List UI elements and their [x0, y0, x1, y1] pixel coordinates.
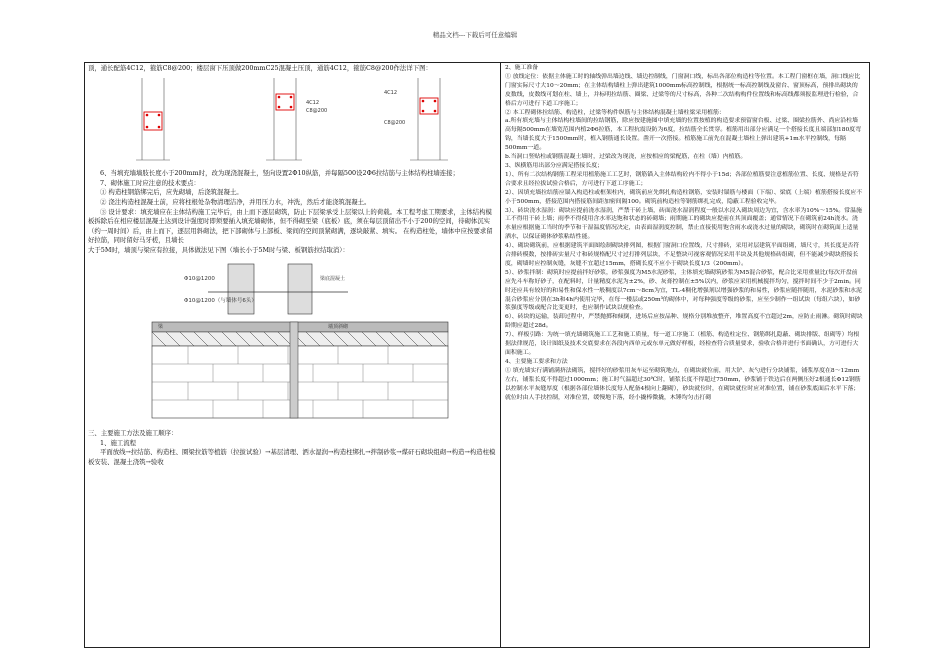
item-7-2: ② 浇注构造柱混凝土前，应将柱根处杂物清理洁净，并用压力水，冲洗，然后才能浇筑混凝土。 [100, 197, 371, 206]
slant-label: 墙顶斜砌 [328, 323, 349, 330]
wall-tie-figure [88, 256, 496, 426]
item-7: 7、砌体施工时应注意的技术要点： [100, 178, 200, 187]
prep-item-b: b.当洞口竖贴柱或钢筋混凝土墙时，过梁改为现浇，应按相应的梁配筋，在柱（墙）内植筋。 [505, 154, 747, 161]
method-item-1: ① 填充墙实行满铺满挤法砌筑，搅拌好的砂浆用灰车运至砌筑地点，在砌块就位前，用大铲、灰勺进行分块铺浆，铺浆厚度在8～12mm左右，铺浆长度不得超过1000mm；施工时气温超过30℃时，铺浆长度不得超过750mm，砂浆铺于铁边后在两侧压好2根通长Φ12钢筋以控制水平灰缝厚度（根据各部位墙体长度每人配备4根向上翻砌），砂块就位时，在砌块就位时应对准位置，铺在砂浆底面后水平下落；就位时由人手扶控制，对准位置，缓慢地下落，经小撬棒微撬，木锤均匀击打砌 [505, 367, 861, 401]
prep-item-a: a.所有填充墙与主体结构柱墙间的拉结钢筋，除应按建施图中填充墙的位置按植的构造要求预留窗台板、过梁、圈梁拉筋外、尚应沿柱墙高每隔500mm在墙宽范围内植2Φ6拉筋，本工程抗震设防为6度，拉结筋全长贯穿。植筋用出部分应满足一个搭接长度且端部加180度弯钩，当墙长度大于1500mm时，植入钢筋通长设置。凿开一次搭接。植筋施工前先在混凝土墙柱上弹出建筑+1m水平控制线，每隔500mm一道。 [505, 118, 862, 152]
section-label-d: C8@200 [384, 119, 406, 126]
section-3-title: 三、主要施工方法及施工顺序： [88, 429, 178, 438]
section-label-c: 4C12 [384, 89, 398, 96]
step-5: 5）、砂浆拌制：砌筑时应提前拌好砂浆，砂浆强度为M5水泥砂浆，主体填充墙砌筑砂浆为M5混合砂浆，配合比采用重量比(每次开盘前应先斗车称好砂子，在配料时，计量精度水泥为±2%，砂、灰膏控制在±5%以内，砂浆应采用机械搅拌均匀，搅拌时间不少于2min。同时还应具有较好的和易性和保水性一般稠度以7cm～8cm为宜，TL-4稠化增强剂以增强砂浆的和易性，砂浆应随拌随用，水泥砂浆和水泥混合砂浆应分别在3h和4h内使用完毕，在每一楼层或250m³的砌体中，对每种强度等级的砂浆，应至少制作一组试块（每组六块），如砂浆强度等级或配合比变更时，也应制作试块以便检查。 [505, 269, 862, 312]
section-3-flow: 平面放线→拉结筋、构造柱、圈梁拉筋等植筋（拉拔试验）→基层清理、洒水湿润→构造柱绑扎→拌制砂浆→煤矸石砌块组砌→构造→构造柱模板安装、混凝土浇筑→验收 [88, 448, 496, 466]
page-header: 精品文档---下载后可任意编辑 [432, 31, 518, 39]
step-3: 3）、砖块浇水湿润：砌块应提前浇水湿润，严禁干砖上墙，砖面浇水湿润程度一般以水浸入砌块周边为宜，含水率为10%～15%。常温施工不得用干砖上墙；雨季不得使用含水率达饱和状态的砖砌墙；雨期施工的砌块应提前在其顶面覆盖；通常情况下在砌筑前24h浇水。浇水量应根据施工当时的季节和干湿温度情况决定，由表面湿润度控制，禁止直接使用饱含雨水或浇水过量的砌块，砌筑时在砌筑面上适量洒水，以保证砌体砂浆粘结性能。 [505, 207, 862, 241]
step-1: 1）、所有二次结构钢筋工程采用植筋施工工艺时，钢筋锚入主体结构砼内不得小于15d；各部位植筋要注意植筋位置、长度、规格是否符合要求且经拉拔试验合格后，方可进行下道工序施工； [505, 171, 859, 187]
wall-elevation [152, 322, 448, 418]
section-4-title: 4、主要施工要求和方法 [505, 358, 568, 365]
tie-label-1: Φ10@1200 [184, 275, 215, 282]
intro-paragraph: 顶，通长配筋4C12，箍筋C8@200；楼层窗下压顶做200mmC25混凝土压顶，通筋4C12，箍筋C8@200作法详下图： [88, 64, 432, 72]
step-2: 2）、因填充墙拉结筋应锚入构造柱或框架柱内，砌筑前应先绑扎构造柱钢筋，安装时锚筋与楼面（下端）、梁底（上端）植筋搭接长度应不小于500mm，搭接范围内搭接筋间距加密间隔100。砌筑前构造柱等钢筋绑扎完成，隐蔽工程验收完毕。 [505, 189, 863, 205]
item-6: 6、当填充墙墙肢长度小于200mm时，改为现浇混凝土，竖向设置2Φ10纵筋，并每隔500设2Φ6拉结筋与主体结构柱墙连接； [100, 169, 459, 178]
prep-item-3: 3、纵横筋用出部分应满足搭接长度； [505, 162, 603, 169]
item-7-3: ③ 设计要求：填充墙应在主体结构施工完毕后，由上而下逐层砌筑，防止下层梁承受上层梁以上的荷载。本工程考虑工期要求，主体结构模板拆除后在相应楼层混凝土达到设计强度时即须要插入填充墙砌体，但不得砌至梁（底板）底，须在每层顶留出不小于200的空间，待砌体沉实（约一周时间）后，由上而下，逐层用斜砌法，把下部砌体与上部板、梁间的空间顶紧砌满，逐块敲紧、填实。 在构造柱处，墙体中应按要求留好拉筋，同时留好马牙槎，且墙长 [88, 207, 493, 245]
left-column [88, 64, 496, 468]
item-7-1: ① 构造柱钢筋绑完后，应先砌墙，后浇筑混凝土。 [100, 188, 243, 197]
step-6: 6）、砖块的运输，装卸过程中，严禁抛掷和倾倒，进场后应按品种、规格分别堆放整齐，堆置高度不宜超过2m，应防止雨淋。砌筑时砌块龄期应超过28d。 [505, 314, 863, 330]
column-divider [500, 62, 501, 648]
lintel-section-figure [88, 74, 496, 166]
item-7-4: 大于5M时，墙顶与梁应有拉接，具体做法见下图（墙长小于5M时与梁、板钢筋拉结取消）： [88, 245, 349, 254]
section-label-a: 4C12 [306, 99, 320, 106]
section-2-title: 2、施工准备 [505, 65, 539, 71]
section-detail-1 [136, 78, 170, 160]
tie-label-2: Φ10@1200（与墙体号6头） [184, 297, 257, 304]
step-4: 4）、砌块砌筑前，应根据建筑平面图绘制砌块排列图，根据门窗洞口位置线，尺寸排砖，采用对层建筑平面组砌，墙尺寸，其长度是否符合排砖模数，按排砖实量尺寸和砖规格配尺寸过打排列层块，不足整块可视客观情况采用半块及其他规格砖组砌，但不能减少砌块搭接长度，砌墙时应控制灰缝，灰缝不宜超过15mm，搭砌长度不应小于砌块长度1/3（200mm）。 [505, 243, 860, 267]
section-label-b: C8@200 [306, 107, 328, 114]
prep-item-1: ① 放线定位：依据主体施工时的轴线弹出墙边线、墙边控制线，门窗洞口线，标出各部位构造柱等位置。本工程门窗框在墙，洞口线应比门窗实际尺寸大10～20mm；在主体结构墙柱上弹出建筑1000mm标高控制线，根据统一标高控制线及窗台、窗顶标高，预排出砌块的皮数线，皮数线可划在柱、墙上，并标明拉结筋、圈梁、过梁等的尺寸标高，各种二次结构构件位置线和标高线都须报监理进行检验，合格后方可进行下道工序施工； [505, 73, 861, 107]
tie-label-3: 梁底混凝土 [320, 275, 346, 282]
prep-item-2: ② 本工程砌体拉结筋、构造柱，过梁等构件纵筋与主体结构混凝土墙柱梁采用植筋： [505, 109, 725, 116]
right-column [505, 64, 863, 402]
step-7: 7）、样板引路：为统一填充墙砌筑施工工艺和施工质量，每一道工序施工（植筋、构造柱定位、钢筋绑扎隐蔽、砌块排版、组砌等）均根据法律规范，设计图纸及技术交底要求在各段内西单元或东单元做好样板，经检查符合质量要求，验收合格并进行书面确认，方可进行大面积施工。 [505, 332, 860, 356]
beam-label: 梁 [158, 323, 164, 330]
section-detail-3 [384, 78, 448, 160]
section-detail-2 [266, 78, 327, 160]
tie-detail-upper [184, 264, 348, 314]
section-3-1: 1、施工流程 [100, 438, 137, 447]
